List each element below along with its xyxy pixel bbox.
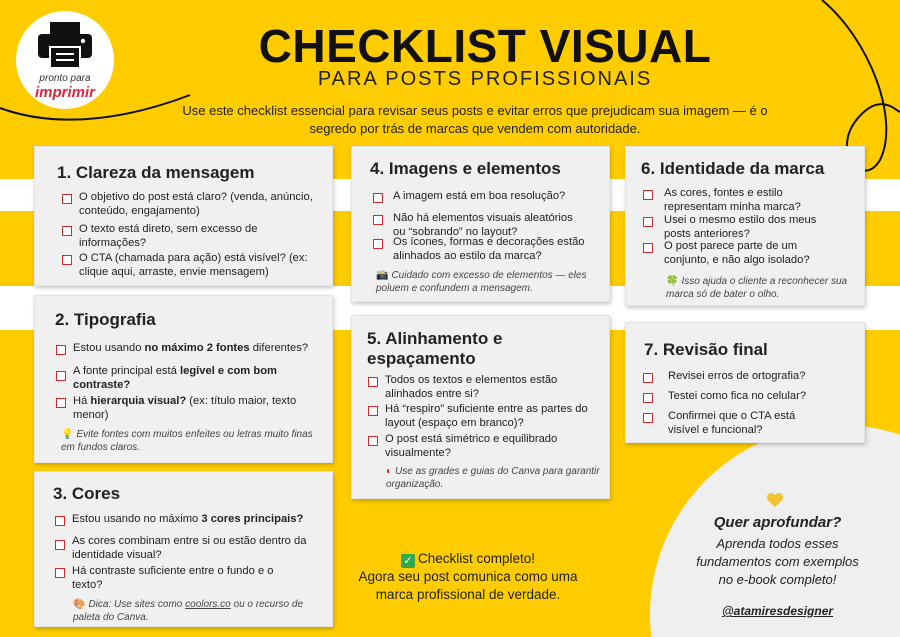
checklist-item: Os ícones, formas e decorações estão alinhados ao estilo da marca?	[393, 236, 585, 262]
checklist-item: A imagem está em boa resolução?	[393, 190, 566, 202]
card-cores	[34, 471, 333, 627]
checklist-item: Há contraste suficiente entre o fundo e o texto?	[72, 565, 274, 591]
card-title: 5. Alinhamento e espaçamento	[367, 329, 503, 368]
checklist-item: Não há elementos visuais aleatórios ou “sobrando” no layout?	[393, 212, 573, 238]
checkbox[interactable]	[56, 371, 66, 381]
checkbox[interactable]	[643, 190, 653, 200]
completion-title: Checklist completo!	[417, 551, 536, 566]
clover-icon: 🍀	[666, 276, 679, 287]
page-title: CHECKLIST VISUAL	[258, 20, 712, 72]
item-text-bold: hierarquia visual?	[90, 395, 187, 407]
checklist-item: O post parece parte de um conjunto, e não algo isolado?	[664, 240, 810, 266]
tip-body: Evite fontes com muitos enfeites ou letras muito finas em fundos claros.	[61, 429, 313, 453]
heart-icon	[767, 493, 783, 508]
card-title: 4. Imagens e elementos	[370, 159, 561, 178]
logo-line-1: pronto para	[39, 73, 91, 84]
checkbox[interactable]	[643, 373, 653, 383]
card-title: 6. Identidade da marca	[641, 159, 825, 178]
card-tipografia	[34, 295, 333, 463]
tip-text	[73, 598, 323, 624]
checklist-item: Todos os textos e elementos estão alinhados entre si?	[385, 374, 558, 400]
checkbox[interactable]	[643, 217, 653, 227]
checklist-item	[73, 395, 303, 422]
logo-line-2: imprimir	[34, 84, 95, 101]
completion-line-2: Agora seu post comunica como uma marca profissional de verdade.	[358, 569, 578, 602]
lightbulb-icon: 💡	[61, 429, 74, 440]
completion-message	[343, 550, 593, 604]
checkbox[interactable]	[56, 398, 66, 408]
checklist-item: As cores, fontes e estilo representam minha marca?	[664, 187, 801, 213]
checklist-item: Revisei erros de ortografia?	[668, 370, 806, 382]
checklist-item: Há “respiro” suficiente entre as partes do layout (espaço em branco)?	[385, 403, 588, 429]
item-text: A fonte principal está	[73, 365, 180, 377]
palette-icon: 🎨	[73, 599, 86, 610]
card-identidade	[625, 146, 865, 306]
checklist-item: O CTA (chamada para ação) está visível? (ex: clique aqui, arraste, envie mensagem)	[79, 252, 308, 278]
card-alinhamento	[351, 315, 610, 499]
checklist-item	[73, 342, 328, 356]
tip-body: ou o recurso de paleta do Canva.	[73, 599, 303, 623]
cta-text: Aprenda todos esses fundamentos com exemplos no e-book completo!	[696, 536, 859, 587]
checkbox[interactable]	[62, 255, 72, 265]
checkbox[interactable]	[368, 406, 378, 416]
checkbox[interactable]	[368, 436, 378, 446]
card-title: 2. Tipografia	[55, 310, 156, 329]
checklist-item: O texto está direto, sem excesso de informações?	[79, 223, 258, 249]
completion-line-1	[343, 550, 593, 568]
checkbox[interactable]	[368, 377, 378, 387]
tip-text	[386, 465, 601, 491]
tip-body: Use as grades e guias do Canva para garantir organização.	[386, 466, 600, 490]
tip-body: Cuidado com excesso de elementos — eles poluem e confundem a mensagem.	[376, 270, 587, 294]
checkbox[interactable]	[373, 239, 383, 249]
tip-body: Dica: Use sites como	[88, 599, 186, 610]
checkbox[interactable]	[55, 540, 65, 550]
checkbox[interactable]	[373, 215, 383, 225]
checklist-item	[72, 513, 327, 527]
checkbox[interactable]	[62, 194, 72, 204]
cta-title: Quer aprofundar?	[713, 514, 842, 531]
checkbox[interactable]	[643, 413, 653, 423]
checkbox[interactable]	[56, 345, 66, 355]
item-text: Há	[73, 395, 91, 407]
item-text-bold: legível e com bom contraste?	[73, 365, 277, 391]
check-mark-icon: ✓	[401, 554, 415, 568]
printer-icon	[36, 21, 94, 69]
coolors-link[interactable]: coolors.co	[185, 599, 231, 610]
checklist-item: Testei como fica no celular?	[668, 390, 807, 402]
checklist-item: O post está simétrico e equilibrado visualmente?	[385, 433, 558, 459]
page-subtitle: PARA POSTS PROFISSIONAIS	[317, 68, 653, 90]
camera-icon: 📸	[376, 270, 389, 281]
card-title: 7. Revisão final	[644, 340, 768, 359]
checklist-item: O objetivo do post está claro? (venda, anúncio, conteúdo, engajamento)	[79, 191, 313, 217]
item-text: Estou usando	[73, 342, 145, 354]
tip-text	[666, 275, 856, 301]
card-title: 3. Cores	[53, 484, 121, 503]
item-text-bold: 3 cores principais?	[201, 513, 304, 525]
instagram-handle-link[interactable]: @atamiresdesigner	[721, 604, 834, 618]
tip-text	[61, 428, 321, 454]
item-text: Estou usando no máximo	[72, 513, 202, 525]
checkbox[interactable]	[55, 568, 65, 578]
checklist-item: Confirmei que o CTA está visível e funcional?	[668, 410, 796, 436]
checkbox[interactable]	[62, 226, 72, 236]
checkbox[interactable]	[643, 243, 653, 253]
checkbox[interactable]	[55, 516, 65, 526]
item-text: diferentes?	[249, 342, 309, 354]
tip-text	[376, 269, 604, 295]
card-revisao	[625, 322, 865, 443]
tip-body: Isso ajuda o cliente a reconhecer sua marca só de bater o olho.	[666, 276, 848, 300]
card-title: 1. Clareza da mensagem	[57, 163, 255, 182]
item-text-bold: no máximo 2 fontes	[144, 342, 250, 354]
card-clareza	[34, 146, 333, 286]
card-imagens	[351, 146, 610, 302]
intro-text: Use este checklist essencial para revisar seus posts e evitar erros que prejudicam sua imagem — é o segredo por trás de marcas que vendem com autoridade.	[182, 103, 768, 136]
checkbox[interactable]	[643, 393, 653, 403]
canva-icon: ◐	[386, 466, 393, 477]
logo	[16, 11, 114, 109]
item-text: (ex: título maior, texto menor)	[73, 395, 297, 421]
checklist-item: Usei o mesmo estilo dos meus posts anteriores?	[664, 214, 817, 240]
checklist-item: As cores combinam entre si ou estão dentro da identidade visual?	[72, 535, 307, 561]
checkbox[interactable]	[373, 193, 383, 203]
checklist-item	[73, 365, 313, 392]
